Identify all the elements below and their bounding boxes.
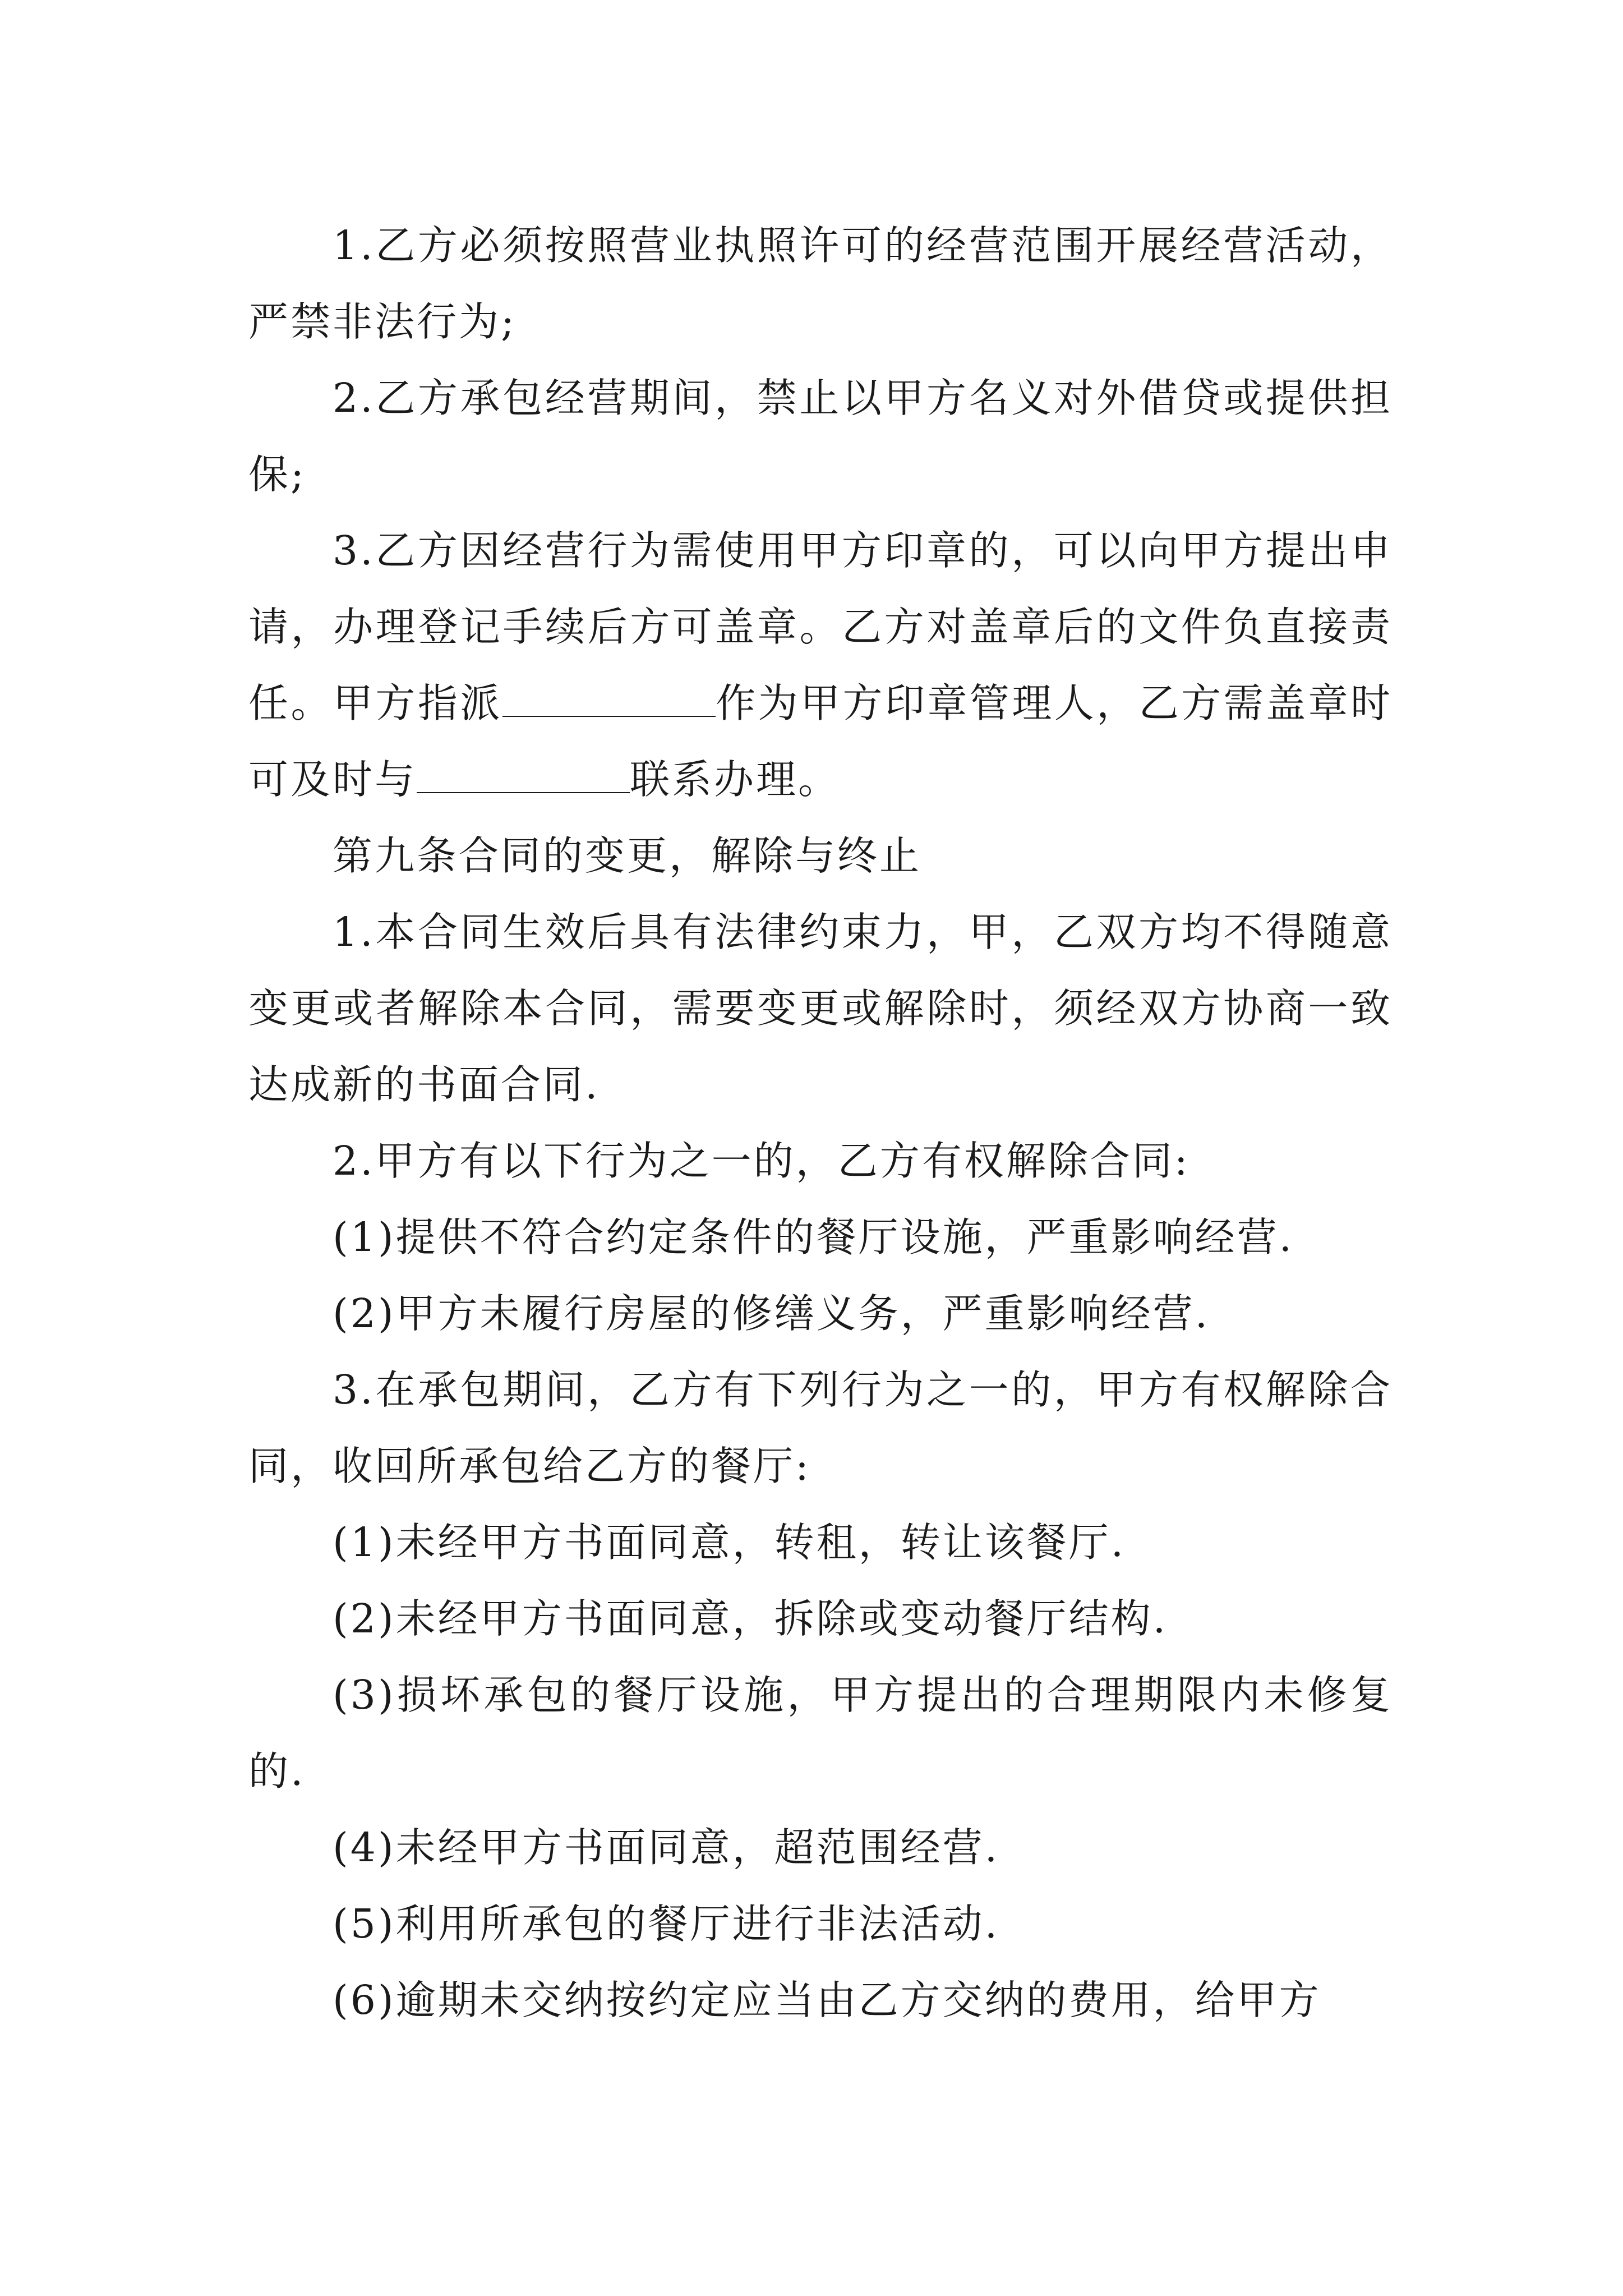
article-9-item-3-sub-1: (1)未经甲方书面同意，转租，转让该餐厅. <box>333 1519 1126 1566</box>
clause-3-text-b: 作为甲方印章管理人，乙方需盖章时可及时与 <box>248 680 1393 803</box>
clause-3-text-a: 3.乙方因经营行为需使用甲方印章的，可以向甲方提出申请，办理登记手续后方可盖章。乙方对盖章后的文件负直接责任。甲方指派 <box>248 527 1393 726</box>
article-9-item-2-sub-2: (2)甲方未履行房屋的修缮义务，严重影响经营. <box>333 1290 1210 1337</box>
paragraph-clause-3 <box>248 513 1393 818</box>
article-9-item-3-sub-2: (2)未经甲方书面同意，拆除或变动餐厅结构. <box>333 1595 1168 1642</box>
article-9-item-1: 1.本合同生效后具有法律约束力，甲，乙双方均不得随意变更或者解除本合同，需要变更或解除时，须经双方协商一致达成新的书面合同. <box>248 909 1393 1108</box>
article-9-item-3: 3.在承包期间，乙方有下列行为之一的，甲方有权解除合同，收回所承包给乙方的餐厅: <box>248 1366 1393 1489</box>
paragraph-clause-1: 1.乙方必须按照营业执照许可的经营范围开展经营活动，严禁非法行为; <box>248 222 1393 345</box>
fill-in-blank-seal-manager <box>502 682 716 717</box>
article-9-item-3-sub-5: (5)利用所承包的餐厅进行非法活动. <box>333 1901 1000 1947</box>
clause-3-text-c: 联系办理。 <box>630 756 841 803</box>
article-9-item-2-sub-1: (1)提供不符合约定条件的餐厅设施，严重影响经营. <box>333 1214 1294 1260</box>
fill-in-blank-contact <box>417 758 630 793</box>
article-9-item-3-sub-3: (3)损坏承包的餐厅设施，甲方提出的合理期限内未修复的. <box>248 1672 1393 1795</box>
article-9-item-3-sub-4: (4)未经甲方书面同意，超范围经营. <box>333 1824 1000 1871</box>
article-9-item-3-sub-6: (6)逾期未交纳按约定应当由乙方交纳的费用，给甲方 <box>333 1977 1321 2023</box>
article-9-item-2: 2.甲方有以下行为之一的，乙方有权解除合同: <box>333 1138 1190 1184</box>
paragraph-clause-2: 2.乙方承包经营期间，禁止以甲方名义对外借贷或提供担保; <box>248 375 1393 498</box>
document-body <box>248 208 1393 2039</box>
article-9-heading: 第九条合同的变更，解除与终止 <box>333 832 922 879</box>
